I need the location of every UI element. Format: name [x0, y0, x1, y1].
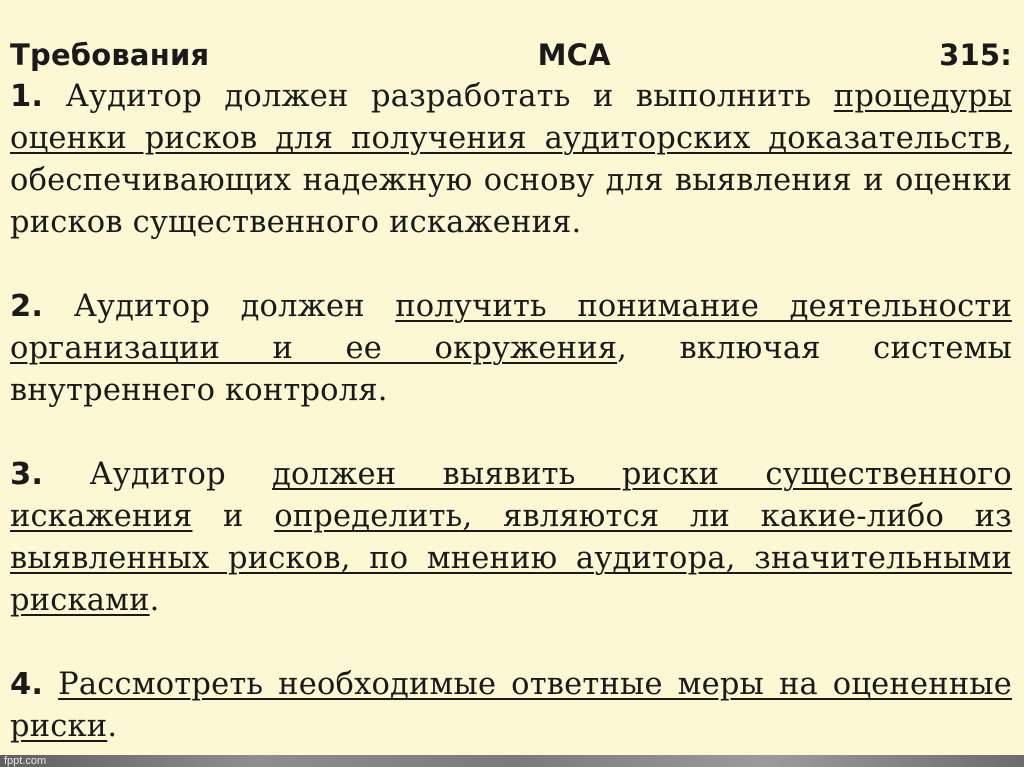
requirement-1-underlined: процедуры оценки рисков для получения аудиторских доказательств,: [10, 79, 1012, 156]
requirement-3-text-after: .: [149, 583, 160, 618]
requirement-1-number: 1.: [10, 79, 44, 114]
requirement-1-text-before: Аудитор должен разработать и выполнить: [43, 79, 834, 114]
requirement-3-underlined-2: определить, являются ли какие-либо из выявленных рисков, по мнению аудитора, значительными рисками: [10, 499, 1012, 618]
requirement-4: [10, 664, 1012, 748]
footer-watermark: fppt.com: [4, 755, 47, 767]
requirement-3-number: 3.: [10, 457, 44, 492]
requirement-2-underlined: получить понимание деятельности организации и ее окружения: [10, 289, 1013, 366]
requirement-2-number: 2.: [10, 289, 44, 324]
requirement-1: [10, 76, 1012, 244]
requirement-2-text-after: , включая системы внутреннего контроля.: [10, 331, 1012, 408]
slide-content: [10, 32, 1012, 748]
requirement-3: [10, 454, 1012, 622]
requirement-1-text-after: обеспечивающих надежную основу для выявления и оценки рисков существенного искажения.: [10, 163, 1012, 240]
requirement-3-text-middle: и: [192, 499, 275, 534]
footer-bar: [0, 755, 1024, 767]
requirement-2-text-before: Аудитор должен: [43, 289, 396, 324]
title-word-1: Требования: [10, 38, 210, 72]
requirement-4-text-after: .: [107, 709, 118, 744]
requirement-2: [10, 286, 1012, 412]
requirement-3-underlined: должен выявить риски существенного искажения: [10, 457, 1012, 534]
requirement-3-text-before: Аудитор: [43, 457, 273, 492]
requirement-4-text-before: [43, 667, 58, 702]
requirement-4-number: 4.: [10, 667, 44, 702]
title-word-2: МСА: [537, 38, 611, 72]
requirement-4-underlined: Рассмотреть необходимые ответные меры на оцененные риски: [10, 667, 1012, 744]
title-word-3: 315:: [939, 38, 1012, 72]
slide-title: [10, 32, 1012, 76]
